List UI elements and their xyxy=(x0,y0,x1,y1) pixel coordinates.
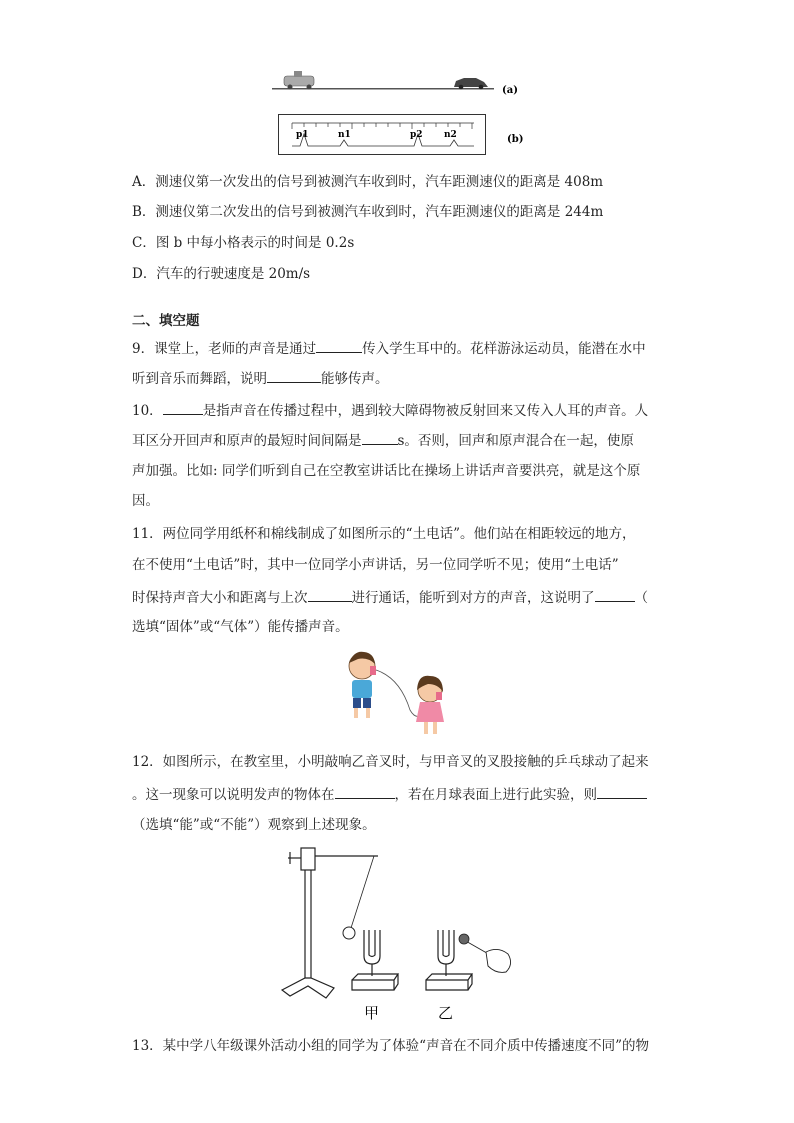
q12-blank-2 xyxy=(597,784,647,799)
fork-label-jia: 甲 xyxy=(364,1004,380,1022)
q9-blank-1 xyxy=(316,338,362,353)
fork-label-yi: 乙 xyxy=(438,1004,454,1022)
q11-text-1: 时保持声音大小和距离与上次 xyxy=(132,590,308,606)
ping-pong-ball-icon xyxy=(343,927,355,939)
question-11-line-4: 选填“固体”或“气体”）能传播声音。 xyxy=(132,619,349,635)
question-12-line-3: （选填“能”或“不能”）观察到上述现象。 xyxy=(132,817,376,833)
question-12-line-2 xyxy=(132,784,662,805)
pulse-label-p2: p2 xyxy=(410,130,423,140)
tin-can-phone-illustration xyxy=(340,648,470,740)
q11-text-3: （ xyxy=(634,590,648,606)
question-10-line-4: 因。 xyxy=(132,493,159,509)
q12-text-2: ，若在月球表面上进行此实验，则 xyxy=(394,787,597,803)
option-d: D．汽车的行驶速度是 20m/s xyxy=(132,266,311,282)
q12-text-1: 。这一现象可以说明发声的物体在 xyxy=(132,787,335,803)
speed-meter-icon xyxy=(284,71,314,90)
q12-blank-1 xyxy=(335,784,395,799)
q10-text-3: 耳区分开回声和原声的最短时间间隔是 xyxy=(132,433,362,449)
figure-a-label: (a) xyxy=(502,85,518,96)
question-9-line-2 xyxy=(132,368,662,389)
option-a: A．测速仪第一次发出的信号到被测汽车收到时，汽车距测速仪的距离是 408m xyxy=(132,174,604,190)
girl-figure-icon xyxy=(416,676,444,734)
q10-text-4: s。否则，回声和原声混合在一起，使原 xyxy=(397,433,634,449)
q10-text-2: 是指声音在传播过程中，遇到较大障碍物被反射回来又传入人耳的声音。人 xyxy=(202,403,649,419)
hand-with-mallet-icon xyxy=(459,934,511,972)
question-10-line-1 xyxy=(132,400,662,421)
section-title: 二、填空题 xyxy=(132,313,200,329)
question-12-line-1: 12．如图所示，在教室里，小明敲响乙音叉时，与甲音叉的叉股接触的乒乓球动了起来 xyxy=(132,754,649,770)
q9-text-1: 9．课堂上，老师的声音是通过 xyxy=(132,341,317,357)
question-13-line-1: 13．某中学八年级课外活动小组的同学为了体验“声音在不同介质中传播速度不同”的物 xyxy=(132,1038,649,1054)
pulse-label-n1: n1 xyxy=(338,130,351,140)
thread-line xyxy=(351,856,374,928)
q11-blank-1 xyxy=(308,587,352,602)
boy-figure-icon xyxy=(349,652,376,718)
q10-blank-1 xyxy=(163,400,203,415)
q9-blank-2 xyxy=(267,368,321,383)
question-11-line-3 xyxy=(132,587,662,608)
ruler-ticks xyxy=(292,123,472,129)
q10-blank-2 xyxy=(362,430,398,445)
question-10-line-3: 声加强。比如: 同学们听到自己在空教室讲话比在操场上讲话声音要洪亮，就是这个原 xyxy=(132,463,641,479)
figure-a xyxy=(262,66,532,100)
q10-text-1: 10． xyxy=(132,403,163,419)
option-b: B．测速仪第二次发出的信号到被测汽车收到时，汽车距测速仪的距离是 244m xyxy=(132,204,604,220)
figure-b-label: (b) xyxy=(507,134,524,145)
stand-icon xyxy=(282,848,378,998)
tuning-fork-illustration xyxy=(278,840,528,1030)
question-10-line-2 xyxy=(132,430,662,451)
q11-text-2: 进行通话，能听到对方的声音，这说明了 xyxy=(351,590,595,606)
question-11-line-2: 在不使用“土电话”时，其中一位同学小声讲话，另一位同学听不见；使用“土电话” xyxy=(132,557,619,573)
q9-text-3: 听到音乐而舞蹈，说明 xyxy=(132,371,267,387)
pulse-label-p1: p1 xyxy=(296,130,309,140)
pulse-label-n2: n2 xyxy=(444,130,457,140)
q9-text-4: 能够传声。 xyxy=(321,371,389,387)
figure-b xyxy=(278,114,538,158)
option-c: C．图 b 中每小格表示的时间是 0.2s xyxy=(132,235,355,251)
car-icon xyxy=(454,78,488,89)
tuning-fork-jia-icon xyxy=(352,930,398,990)
q11-blank-2 xyxy=(595,587,635,602)
q9-text-2: 传入学生耳中的。花样游泳运动员，能潜在水中 xyxy=(362,341,646,357)
question-11-line-1: 11．两位同学用纸杯和棉线制成了如图所示的“土电话”。他们站在相距较远的地方， xyxy=(132,526,636,542)
question-9-line-1 xyxy=(132,338,662,359)
